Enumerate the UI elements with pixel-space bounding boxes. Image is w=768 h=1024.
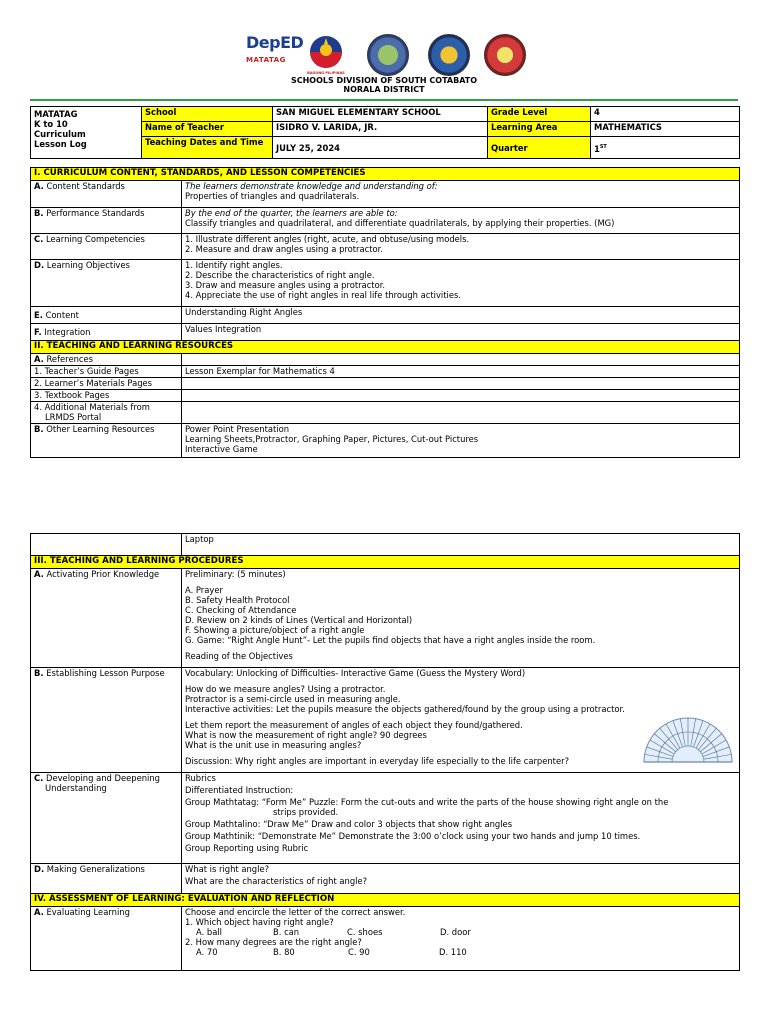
- references-label: A. References: [31, 354, 182, 366]
- activating-prior-knowledge-value: Preliminary: (5 minutes) A. Prayer B. Safety Health Protocol C. Checking of Attendance D. Review on 2 kinds of Lines (Vertical and Horizontal) F. Showing a picture/object of a right angle G. Game: “Right Angle Hunt”- Let the pupils find objects that have a right angles inside the room. Reading of the Objectives: [182, 569, 740, 668]
- content-standards-label: A. Content Standards: [31, 181, 182, 208]
- school-seal-icon: [484, 34, 526, 76]
- division-seal-icon: [367, 34, 409, 76]
- grade-level-label: Grade Level: [488, 107, 591, 122]
- section-2-title: II. TEACHING AND LEARNING RESOURCES: [31, 341, 740, 354]
- section-1-title: I. CURRICULUM CONTENT, STANDARDS, AND LESSON COMPETENCIES: [31, 168, 740, 181]
- division-title: SCHOOLS DIVISION OF SOUTH COTABATO: [290, 76, 478, 85]
- bagong-pilipinas-text: BAGONG PILIPINAS: [307, 71, 345, 75]
- q2-options: A. 70 B. 80 C. 90 D. 110: [196, 947, 467, 957]
- protractor-image: [642, 708, 734, 764]
- evaluating-learning-label: A. Evaluating Learning: [31, 907, 182, 971]
- teachers-guide-label: 1. Teacher’s Guide Pages: [31, 366, 182, 378]
- info-table: [30, 106, 740, 159]
- learning-area-label: Learning Area: [488, 122, 591, 137]
- generalizations-label: D. Making Generalizations: [31, 864, 182, 894]
- q1-options: A. ball B. can C. shoes D. door: [196, 927, 471, 937]
- textbook-pages-label: 3. Textbook Pages: [31, 390, 182, 402]
- learners-materials-value: [182, 378, 740, 390]
- additional-materials-label: 4. Additional Materials from LRMDS Portal: [31, 402, 182, 424]
- section-3-title: III. TEACHING AND LEARNING PROCEDURES: [31, 556, 740, 569]
- log-title: MATATAG K to 10 Curriculum Lesson Log: [31, 107, 142, 159]
- dates-label: Teaching Dates and Time: [142, 137, 273, 159]
- learning-competencies-label: C. Learning Competencies: [31, 234, 182, 260]
- learning-objectives-label: D. Learning Objectives: [31, 260, 182, 307]
- matatag-logo-text: MATATAG: [246, 56, 286, 64]
- generalizations-value: What is right angle? What are the characteristics of right angle?: [182, 864, 740, 894]
- integration-value: Values Integration: [182, 324, 740, 341]
- header-logos: [0, 34, 768, 76]
- other-resources-cont-label: [31, 534, 182, 556]
- textbook-pages-value: [182, 390, 740, 402]
- developing-understanding-value: Rubrics Differentiated Instruction: Group Mathtatag: “Form Me” Puzzle: Form the cut-outs and write the parts of the house showing right angle on the strips provided. Group Mathtalino: “Draw Me” Draw and color 3 objects that show right angles Group Mathtinik: “Demonstrate Me” Demonstrate the 3:00 o’clock using your two hands and jump 10 times. Group Reporting using Rubric: [182, 773, 740, 864]
- other-resources-cont-value: Laptop: [182, 534, 740, 556]
- district-title: NORALA DISTRICT: [343, 85, 425, 94]
- learning-area-value: MATHEMATICS: [591, 122, 740, 137]
- deped-matatag-logo: [246, 33, 304, 74]
- district-seal-icon: [428, 34, 470, 76]
- teacher-value: ISIDRO V. LARIDA, JR.: [273, 122, 488, 137]
- teachers-guide-value: Lesson Exemplar for Mathematics 4: [182, 366, 740, 378]
- integration-label: F. Integration: [31, 324, 182, 341]
- quarter-value: 1ST: [591, 137, 740, 159]
- evaluating-learning-value: Choose and encircle the letter of the correct answer. 1. Which object having right angle? A. ball B. can C. shoes D. door 2. How many degrees are the right angle? A. 70 B. 80 C. 90 D. 110: [182, 907, 740, 971]
- bagong-pilipinas-logo: [303, 34, 349, 76]
- references-value: [182, 354, 740, 366]
- content-standards-value: The learners demonstrate knowledge and understanding of: Properties of triangles and quadrilaterals.: [182, 181, 740, 208]
- content-label: E. Content: [31, 307, 182, 324]
- grade-level-value: 4: [591, 107, 740, 122]
- school-label: School: [142, 107, 273, 122]
- establishing-purpose-label: B. Establishing Lesson Purpose: [31, 668, 182, 773]
- procedures-table: [30, 533, 740, 971]
- curriculum-table: [30, 167, 740, 458]
- deped-logo-text: DepED: [246, 33, 304, 52]
- dates-value: JULY 25, 2024: [273, 137, 488, 159]
- quarter-label: Quarter: [488, 137, 591, 159]
- performance-standards-label: B. Performance Standards: [31, 208, 182, 234]
- developing-understanding-label: C. Developing and Deepening Understanding: [31, 773, 182, 864]
- teacher-label: Name of Teacher: [142, 122, 273, 137]
- school-value: SAN MIGUEL ELEMENTARY SCHOOL: [273, 107, 488, 122]
- other-resources-value: Power Point Presentation Learning Sheets,Protractor, Graphing Paper, Pictures, Cut-out Pictures Interactive Game: [182, 424, 740, 458]
- learning-competencies-value: 1. Illustrate different angles (right, acute, and obtuse/using models. 2. Measure and draw angles using a protractor.: [182, 234, 740, 260]
- activating-prior-knowledge-label: A. Activating Prior Knowledge: [31, 569, 182, 668]
- section-4-title: IV. ASSESSMENT OF LEARNING: EVALUATION AND REFLECTION: [31, 894, 740, 907]
- content-value: Understanding Right Angles: [182, 307, 740, 324]
- performance-standards-value: By the end of the quarter, the learners are able to: Classify triangles and quadrilateral, and differentiate quadrilaterals, by applying their properties. (MG): [182, 208, 740, 234]
- other-resources-label: B. Other Learning Resources: [31, 424, 182, 458]
- learning-objectives-value: 1. Identify right angles. 2. Describe the characteristics of right angle. 3. Draw and measure angles using a protractor. 4. Appreciate the use of right angles in real life through activities.: [182, 260, 740, 307]
- learners-materials-label: 2. Learner’s Materials Pages: [31, 378, 182, 390]
- establishing-purpose-value: Vocabulary: Unlocking of Difficulties- Interactive Game (Guess the Mystery Word) How do we measure angles? Using a protractor. Protractor is a semi-circle used in measuring angle. Interactive activities: Let the pupils measure the objects gathered/found by the group using a protractor. Let them report the measurement of angles of each object they found/gathered. What is now the measurement of right angle? 90 degrees What is the unit use in measuring angles? Discussion: Why right angles are important in everyday life especially to the life carpenter?: [182, 668, 740, 773]
- header-divider: [30, 99, 738, 101]
- additional-materials-value: [182, 402, 740, 424]
